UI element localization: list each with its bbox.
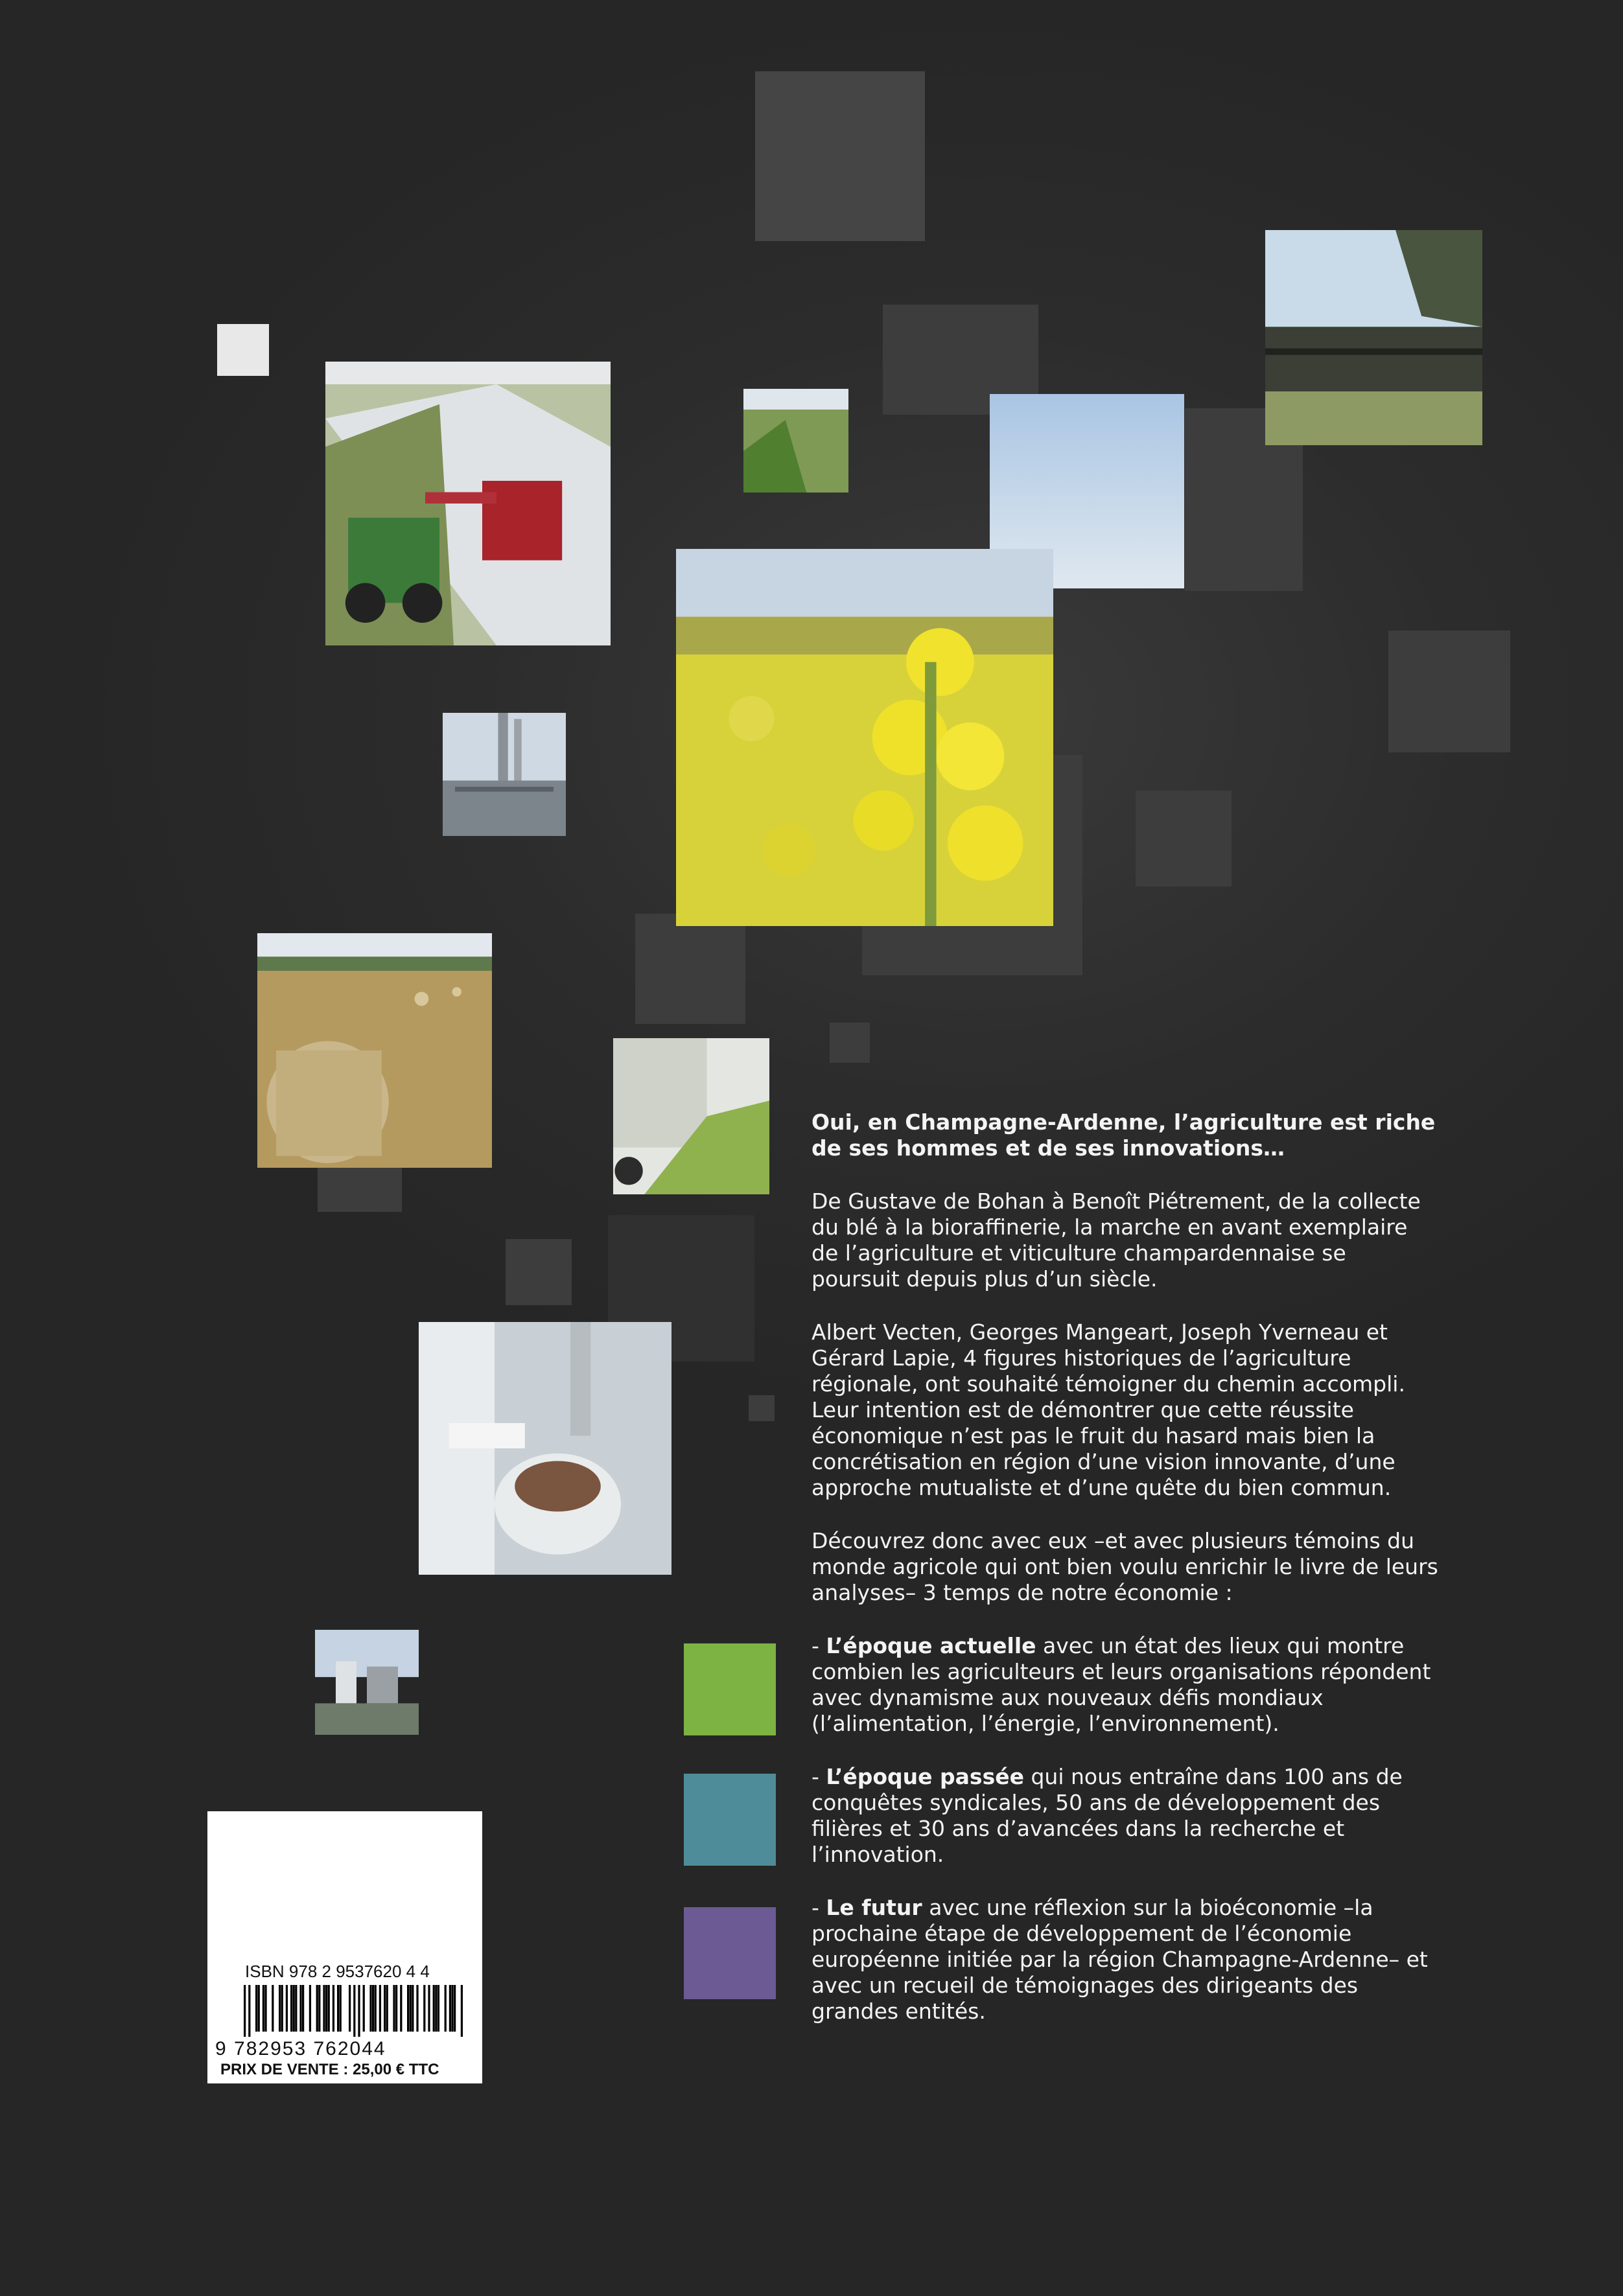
barcode-bar: [281, 1985, 283, 2032]
era-past: - L’époque passée qui nous entraîne dans 100 ans de conquêtes syndicales, 50 ans de développement des filières et 30 ans d’avancées dans la recherche et l’innovation.: [812, 1764, 1403, 1867]
barcode-bar: [449, 1985, 451, 2032]
laboratory-photo: [419, 1322, 671, 1575]
barcode-bar: [358, 1985, 360, 2037]
decor-square: [1388, 631, 1510, 752]
barcode-bar: [353, 1985, 355, 2037]
decor-square: [1136, 791, 1232, 887]
barcode-bar: [363, 1985, 365, 2032]
decor-square: [217, 324, 269, 376]
barcode-bar: [379, 1985, 381, 2032]
barcode-bar: [286, 1985, 288, 2032]
barcode-bar: [412, 1985, 414, 2032]
refinery-photo: [443, 713, 566, 836]
barcode-bar: [318, 1985, 320, 2032]
barcode-bar: [369, 1985, 371, 2032]
barcode-bar: [340, 1985, 342, 2032]
barcode-bar: [316, 1985, 318, 2032]
industrial-plant-photo: [315, 1630, 419, 1735]
decor-square: [755, 71, 925, 241]
barcode-bar: [395, 1985, 397, 2032]
barcode-bar: [299, 1985, 301, 2032]
decor-square: [830, 1023, 870, 1063]
era-past-swatch: [684, 1774, 776, 1866]
barcode-bar: [451, 1985, 453, 2032]
barcode-bar: [293, 1985, 295, 2032]
vineyard-photo: [743, 389, 848, 493]
tractor-harvest-photo: [325, 362, 611, 645]
barcode-bar: [407, 1985, 409, 2032]
barcode-bar: [333, 1985, 334, 2032]
barcode-bar: [302, 1985, 304, 2032]
barcode-bar: [248, 1985, 250, 2037]
barcode-digits: 9 782953 762044: [215, 2038, 386, 2059]
rapeseed-flower-photo: [676, 549, 1053, 926]
barcode-bar: [433, 1985, 435, 2032]
barcode-bar: [323, 1985, 325, 2032]
barcode-bar: [264, 1985, 266, 2032]
decor-square: [635, 914, 745, 1024]
barcode-bar: [337, 1985, 339, 2032]
paragraph-discover: Découvrez donc avec eux –et avec plusieurs témoins du monde agricole qui ont bien voulu enrichir le livre de leurs analyses– 3 temps de notre économie :: [812, 1528, 1438, 1605]
barcode-bar: [416, 1985, 418, 2032]
price-label: PRIX DE VENTE : 25,00 € TTC: [220, 2061, 439, 2078]
barcode-bar: [400, 1985, 402, 2032]
era-future: - Le futur avec une réflexion sur la bioéconomie –la prochaine étape de développement de l’économie européenne initiée par la région Champagne-Ardenne– et avec un recueil de témoignages des dirigeants des grandes entités.: [812, 1895, 1428, 2024]
barcode-bar: [328, 1985, 330, 2032]
barcode-bar: [423, 1985, 425, 2032]
combine-harvester-photo: [1265, 230, 1482, 445]
barcode-bar: [386, 1985, 388, 2032]
barcode-bar: [384, 1985, 386, 2032]
decor-square: [506, 1239, 572, 1305]
era-current-swatch: [684, 1643, 776, 1735]
back-cover-text: [812, 1109, 1440, 2052]
barcode-bar: [263, 1985, 264, 2032]
era-future-swatch: [684, 1907, 776, 1999]
isbn-number: ISBN 978 2 9537620 4 4: [245, 1962, 430, 1981]
barcode-bar: [375, 1985, 377, 2032]
barcode-bar: [445, 1985, 447, 2032]
barcode-panel: [207, 1811, 482, 2083]
barcode-bar: [461, 1985, 463, 2037]
era-future-title: Le futur: [826, 1895, 922, 1920]
intro-heading: Oui, en Champagne-Ardenne, l’agriculture est riche de ses hommes et de ses innovations…: [812, 1109, 1436, 1161]
barcode-bar: [309, 1985, 311, 2032]
barcode-bar: [279, 1985, 281, 2032]
paragraph-history: De Gustave de Bohan à Benoît Piétrement, de la collecte du blé à la bioraffinerie, la marche en avant exemplaire de l’agriculture et viticulture champardennaise se poursuit depuis plus d’un siècle.: [812, 1189, 1421, 1292]
barcode-bar: [244, 1985, 246, 2037]
barcode-bar: [438, 1985, 439, 2032]
hay-bale-photo: [257, 933, 492, 1168]
barcode-bar: [290, 1985, 292, 2032]
barcode-bar: [325, 1985, 327, 2032]
barcode-bar: [295, 1985, 297, 2032]
barcode-bar: [258, 1985, 260, 2032]
paragraph-authors: Albert Vecten, Georges Mangeart, Joseph Yverneau et Gérard Lapie, 4 figures historiques de l’agriculture régionale, ont souhaité témoigner du chemin accompli. Leur intention est de démontrer que cette réussite économique n’est pas le fruit du hasard mais bien la concrétisation en région d’une vision innovante, d’une approche mutualiste et d’une quête du bien commun.: [812, 1319, 1405, 1500]
era-current: - L’époque actuelle avec un état des lieux qui montre combien les agriculteurs et leurs organisations répondent avec dynamisme aux nouveaux défis mondiaux (l’alimentation, l’énergie, l’environnement).: [812, 1633, 1431, 1736]
decor-square: [749, 1395, 775, 1421]
era-current-title: L’époque actuelle: [826, 1633, 1036, 1658]
barcode-bar: [255, 1985, 257, 2032]
era-past-title: L’époque passée: [826, 1764, 1024, 1789]
barcode-bar: [454, 1985, 456, 2032]
barcode-bar: [428, 1985, 430, 2032]
barcode-bar: [349, 1985, 351, 2032]
barcode-bar: [372, 1985, 374, 2032]
barcode-bar: [272, 1985, 274, 2032]
barcode: [244, 1985, 465, 2037]
barcode-bar: [410, 1985, 412, 2032]
barcode-bar: [393, 1985, 395, 2032]
barcode-bar: [435, 1985, 437, 2032]
silage-trailer-photo: [613, 1038, 769, 1194]
